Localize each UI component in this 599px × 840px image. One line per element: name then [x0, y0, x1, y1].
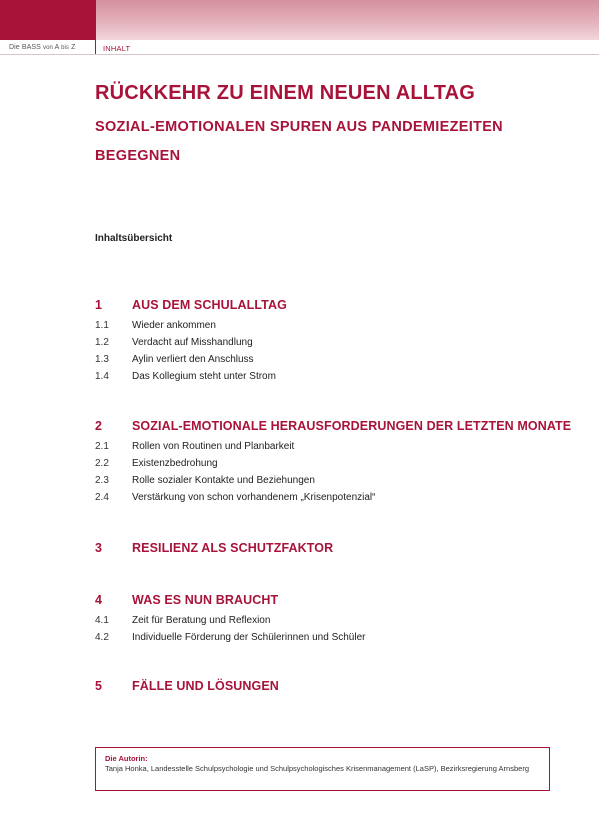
item-title: Verdacht auf Misshandlung	[132, 337, 253, 348]
item-title: Das Kollegium steht unter Strom	[132, 371, 276, 382]
series-title	[9, 44, 75, 51]
item-number: 1.2	[95, 337, 109, 348]
toc-section	[95, 593, 575, 649]
header-divider	[95, 0, 96, 54]
toc-item[interactable]	[95, 492, 575, 509]
toc-item[interactable]	[95, 458, 575, 475]
page-subtitle: SOZIAL-EMOTIONALEN SPUREN AUS PANDEMIEZEITEN BEGEGNEN	[95, 119, 503, 164]
author-label: Die Autorin:	[105, 754, 148, 763]
series-title-part: bis	[61, 45, 70, 51]
section-number: 4	[95, 593, 102, 607]
running-header	[0, 40, 599, 55]
item-number: 2.3	[95, 475, 109, 486]
item-title: Verstärkung von schon vorhandenem „Krisenpotenzial“	[132, 492, 376, 503]
item-title: Rolle sozialer Kontakte und Beziehungen	[132, 475, 315, 486]
section-number: 5	[95, 679, 102, 693]
item-number: 2.4	[95, 492, 109, 503]
item-title: Individuelle Förderung der Schülerinnen und Schüler	[132, 632, 366, 643]
item-title: Wieder ankommen	[132, 320, 216, 331]
item-title: Rollen von Routinen und Planbarkeit	[132, 441, 295, 452]
item-number: 2.2	[95, 458, 109, 469]
section-title: SOZIAL-EMOTIONALE HERAUSFORDERUNGEN DER LETZTEN MONATE	[132, 419, 572, 433]
author-box	[95, 747, 550, 791]
toc-item[interactable]	[95, 337, 575, 354]
item-title: Existenzbedrohung	[132, 458, 218, 469]
toc-section	[95, 419, 575, 509]
toc-section-heading[interactable]	[95, 679, 575, 701]
series-title-part: von	[42, 45, 53, 51]
toc-item[interactable]	[95, 632, 575, 649]
toc-section	[95, 679, 575, 701]
section-number: 1	[95, 298, 102, 312]
item-title: Zeit für Beratung und Reflexion	[132, 615, 271, 626]
toc-section-heading[interactable]	[95, 419, 575, 441]
section-title: RESILIENZ ALS SCHUTZFAKTOR	[132, 541, 334, 555]
item-number: 1.1	[95, 320, 109, 331]
item-number: 1.4	[95, 371, 109, 382]
toc-item[interactable]	[95, 615, 575, 632]
header-banner-image	[95, 0, 599, 40]
toc-section	[95, 298, 575, 388]
section-title: AUS DEM SCHULALLTAG	[132, 298, 287, 312]
section-label: INHALT	[103, 44, 131, 53]
toc-item[interactable]	[95, 320, 575, 337]
item-number: 2.1	[95, 441, 109, 452]
section-number: 3	[95, 541, 102, 555]
section-title: FÄLLE UND LÖSUNGEN	[132, 679, 279, 693]
page-title: RÜCKKEHR ZU EINEM NEUEN ALLTAG	[95, 82, 476, 104]
author-text: Tanja Honka, Landesstelle Schulpsychologie und Schulpsychologisches Krisenmanagement (LaSP), Bezirksregierung Arnsberg	[105, 764, 529, 773]
toc-section-heading[interactable]	[95, 593, 575, 615]
toc-item[interactable]	[95, 441, 575, 458]
series-title-part: Die BASS	[9, 44, 43, 51]
item-number: 1.3	[95, 354, 109, 365]
section-number: 2	[95, 419, 102, 433]
series-title-part: A	[52, 44, 62, 51]
toc-section-heading[interactable]	[95, 298, 575, 320]
header-banner-accent	[0, 0, 95, 40]
item-title: Aylin verliert den Anschluss	[132, 354, 254, 365]
series-title-part: Z	[69, 44, 76, 51]
toc-item[interactable]	[95, 475, 575, 492]
toc-item[interactable]	[95, 371, 575, 388]
toc-section-heading[interactable]	[95, 541, 575, 563]
toc-item[interactable]	[95, 354, 575, 371]
overview-label: Inhaltsübersicht	[95, 233, 173, 244]
toc-section	[95, 541, 575, 563]
item-number: 4.1	[95, 615, 109, 626]
section-title: WAS ES NUN BRAUCHT	[132, 593, 279, 607]
item-number: 4.2	[95, 632, 109, 643]
